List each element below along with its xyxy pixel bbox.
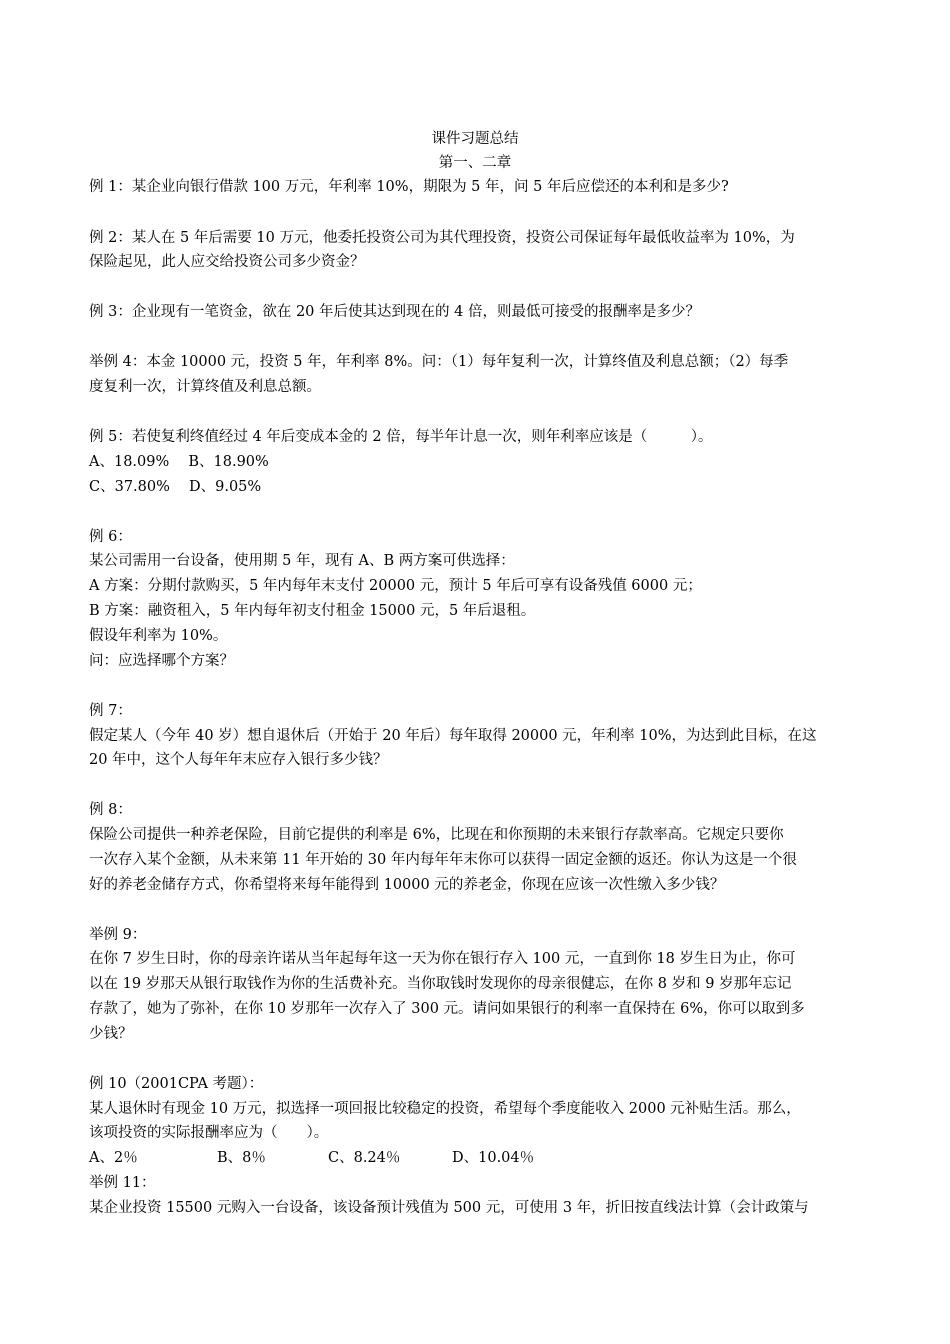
example-3: 例 3：企业现有一笔资金，欲在 20 年后使其达到现在的 4 倍，则最低可接受的报酬率是多少？ — [89, 304, 700, 320]
example-6-line-2: A 方案：分期付款购买，5 年内每年末支付 20000 元，预计 5 年后可享有设备残值 6000 元； — [89, 578, 702, 594]
example-1: 例 1：某企业向银行借款 100 万元，年利率 10%，期限为 5 年，问 5 年后应偿还的本利和是多少? — [89, 179, 729, 195]
option-a: A、2％ — [89, 1150, 138, 1166]
example-9-heading: 举例 9： — [89, 927, 147, 943]
option-d: D、10.04％ — [452, 1150, 535, 1166]
example-6-line-1: 某公司需用一台设备，使用期 5 年，现有 A、B 两方案可供选择： — [89, 553, 515, 569]
option-c: C、8.24％ — [328, 1150, 401, 1166]
example-9-line-1: 在你 7 岁生日时，你的母亲许诺从当年起每年这一天为你在银行存入 100 元，一直到你 18 岁生日为止，你可 — [89, 951, 796, 967]
example-5-options-cd: C、37.80% D、9.05% — [89, 479, 262, 495]
example-5-question: 例 5：若使复利终值经过 4 年后变成本金的 2 倍，每半年计息一次，则年利率应该是（ ）。 — [89, 429, 713, 445]
example-9-line-4: 少钱？ — [89, 1026, 133, 1042]
example-11-line-1: 某企业投资 15500 元购入一台设备，该设备预计残值为 500 元，可使用 3 年，折旧按直线法计算（会计政策与 — [89, 1200, 809, 1216]
document-title: 课件习题总结 — [431, 131, 519, 147]
example-10-heading: 例 10（2001CPA 考题）： — [89, 1076, 264, 1092]
example-7-line-1: 假定某人（今年 40 岁）想自退休后（开始于 20 年后）每年取得 20000 元，年利率 10%，为达到此目标，在这 — [89, 728, 817, 744]
example-6-line-3: B 方案：融资租入，5 年内每年初支付租金 15000 元，5 年后退租。 — [89, 603, 536, 619]
example-5-options-ab: A、18.09% B、18.90% — [89, 454, 269, 470]
example-10-options — [89, 1148, 534, 1168]
example-6-line-5: 问：应选择哪个方案？ — [89, 653, 234, 669]
example-9-line-3: 存款了，她为了弥补，在你 10 岁那年一次存入了 300 元。请问如果银行的利率一直保持在 6%，你可以取到多 — [89, 1001, 805, 1017]
example-7-line-2: 20 年中，这个人每年年末应存入银行多少钱？ — [89, 752, 388, 768]
example-8-line-2: 一次存入某个金额，从未来第 11 年开始的 30 年内每年年末你可以获得一固定金额的返还。你认为这是一个很 — [89, 852, 797, 868]
example-8-line-1: 保险公司提供一种养老保险，目前它提供的利率是 6%，比现在和你预期的未来银行存款率高。它规定只要你 — [89, 827, 784, 843]
example-2-line-1: 例 2：某人在 5 年后需要 10 万元，他委托投资公司为其代理投资，投资公司保证每年最低收益率为 10%，为 — [89, 230, 795, 246]
example-6-heading: 例 6： — [89, 529, 132, 545]
example-9-line-2: 以在 19 岁那天从银行取钱作为你的生活费补充。当你取钱时发现你的母亲很健忘，在你 8 岁和 9 岁那年忘记 — [89, 976, 792, 992]
example-4-line-1: 举例 4：本金 10000 元，投资 5 年，年利率 8%。问：（1）每年复利一次，计算终值及利息总额；（2）每季 — [89, 354, 789, 370]
example-8-line-3: 好的养老金储存方式，你希望将来每年能得到 10000 元的养老金，你现在应该一次性缴入多少钱？ — [89, 877, 725, 893]
example-4-line-2: 度复利一次，计算终值及利息总额。 — [89, 379, 321, 395]
option-b: B、8％ — [217, 1150, 266, 1166]
example-11-heading: 举例 11： — [89, 1175, 156, 1191]
example-10-line-1: 某人退休时有现金 10 万元，拟选择一项回报比较稳定的投资，希望每个季度能收入 2000 元补贴生活。那么， — [89, 1101, 801, 1117]
example-6-line-4: 假设年利率为 10%。 — [89, 628, 228, 644]
chapter-subtitle: 第一、二章 — [438, 155, 512, 171]
example-10-line-2: 该项投资的实际报酬率应为（ ）。 — [89, 1125, 329, 1141]
example-8-heading: 例 8： — [89, 802, 132, 818]
example-7-heading: 例 7： — [89, 703, 132, 719]
example-2-line-2: 保险起见，此人应交给投资公司多少资金？ — [89, 254, 365, 270]
